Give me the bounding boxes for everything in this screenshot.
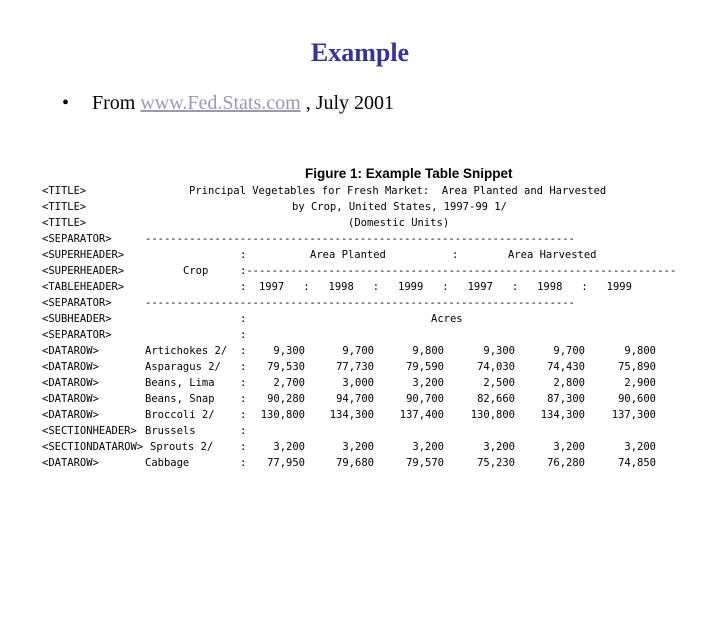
row-tag: <SUPERHEADER> <box>42 249 125 261</box>
row-tag: <SECTIONHEADER> <box>42 425 137 437</box>
value-cell: 77,730 <box>336 361 374 373</box>
value-cell: 9,300 <box>483 345 515 357</box>
value-cell: 2,900 <box>624 377 656 389</box>
crop-header: Crop <box>183 265 209 277</box>
row-tag: <DATAROW> <box>42 361 99 373</box>
column-divider: : <box>240 409 247 421</box>
value-cell: 2,800 <box>553 377 585 389</box>
value-cell: 3,200 <box>342 441 374 453</box>
value-cell: 9,300 <box>273 345 305 357</box>
value-cell: 79,570 <box>406 457 444 469</box>
value-cell: 3,000 <box>342 377 374 389</box>
row-tag: <SEPARATOR> <box>42 329 112 341</box>
row-tag: <TITLE> <box>42 201 87 213</box>
value-cell: 3,200 <box>273 441 305 453</box>
value-cell: 90,600 <box>618 393 656 405</box>
value-cell: 2,500 <box>483 377 515 389</box>
separator-row <box>42 327 247 343</box>
table-title-line: Principal Vegetables for Fresh Market: Area Planted and Harvested <box>189 185 607 197</box>
table-row <box>42 343 656 359</box>
value-cell: 3,200 <box>412 441 444 453</box>
value-cell: 137,400 <box>399 409 444 421</box>
value-cell: 134,300 <box>329 409 374 421</box>
value-cell: 94,700 <box>336 393 374 405</box>
column-divider: : <box>240 457 247 469</box>
row-tag: <TITLE> <box>42 217 87 229</box>
column-divider: : <box>240 441 247 453</box>
section-data-row <box>42 439 656 455</box>
bullet-suffix: , July 2001 <box>300 92 395 114</box>
value-cell: 2,700 <box>273 377 305 389</box>
fedstats-link[interactable]: www.Fed.Stats.com <box>140 92 301 114</box>
value-cell: 82,660 <box>477 393 515 405</box>
unit-label: Acres <box>431 313 463 325</box>
table-row <box>42 455 656 471</box>
value-cell: 77,950 <box>267 457 305 469</box>
crop-name: Asparagus 2/ <box>145 361 221 373</box>
value-cell: 79,530 <box>267 361 305 373</box>
value-cell: 130,800 <box>470 409 515 421</box>
crop-name: Sprouts 2/ <box>150 441 214 453</box>
row-tag: <SUPERHEADER> <box>42 265 125 277</box>
slide-title: Example <box>310 38 410 67</box>
tableheader-row <box>42 279 632 295</box>
table-title-line: (Domestic Units) <box>348 217 450 229</box>
row-tag: <DATAROW> <box>42 377 99 389</box>
value-cell: 79,590 <box>406 361 444 373</box>
crop-name: Artichokes 2/ <box>145 345 228 357</box>
table-snippet <box>0 166 720 476</box>
value-cell: 3,200 <box>624 441 656 453</box>
column-divider: : <box>452 249 459 261</box>
value-cell: 9,700 <box>553 345 585 357</box>
value-cell: 130,800 <box>260 409 305 421</box>
superheader-row <box>42 263 677 279</box>
separator-line: -------------------------------------------------------------------- <box>145 297 575 309</box>
superheader-row <box>42 247 597 263</box>
crop-name: Beans, Lima <box>145 377 215 389</box>
column-divider: : <box>240 313 247 325</box>
section-name: Brussels <box>145 425 196 437</box>
value-cell: 90,280 <box>267 393 305 405</box>
bullet-item <box>62 92 394 115</box>
column-divider: : <box>240 425 247 437</box>
area-planted-header: Area Planted <box>310 249 386 261</box>
subheader-row <box>42 311 463 327</box>
separator-line: -------------------------------------------------------------------- <box>145 233 575 245</box>
value-cell: 75,890 <box>618 361 656 373</box>
crop-name: Broccoli 2/ <box>145 409 215 421</box>
value-cell: 137,300 <box>611 409 656 421</box>
value-cell: 3,200 <box>483 441 515 453</box>
row-tag: <DATAROW> <box>42 345 99 357</box>
row-tag: <TITLE> <box>42 185 87 197</box>
row-tag: <DATAROW> <box>42 393 99 405</box>
column-divider: : <box>240 249 247 261</box>
value-cell: 90,700 <box>406 393 444 405</box>
bullet-prefix: From <box>92 92 141 114</box>
table-row <box>42 375 656 391</box>
separator-row <box>42 295 575 311</box>
table-row <box>42 359 656 375</box>
column-divider: : <box>240 393 247 405</box>
title-row <box>42 199 507 215</box>
row-tag: <DATAROW> <box>42 409 99 421</box>
value-cell: 3,200 <box>553 441 585 453</box>
value-cell: 79,680 <box>336 457 374 469</box>
row-tag: <SEPARATOR> <box>42 297 112 309</box>
value-cell: 3,200 <box>412 377 444 389</box>
value-cell: 74,030 <box>477 361 515 373</box>
row-tag: <SUBHEADER> <box>42 313 112 325</box>
value-cell: 74,850 <box>618 457 656 469</box>
value-cell: 9,800 <box>412 345 444 357</box>
value-cell: 9,700 <box>342 345 374 357</box>
table-row <box>42 391 656 407</box>
crop-name: Beans, Snap <box>145 393 215 405</box>
column-divider: : <box>240 329 247 341</box>
separator-row <box>42 231 575 247</box>
row-tag: <SEPARATOR> <box>42 233 112 245</box>
value-cell: 75,230 <box>477 457 515 469</box>
table-title-line: by Crop, United States, 1997-99 1/ <box>292 201 507 213</box>
column-divider: : <box>240 377 247 389</box>
column-divider: : <box>240 345 247 357</box>
row-tag: <TABLEHEADER> <box>42 281 125 293</box>
column-divider: : <box>240 361 247 373</box>
title-row <box>42 183 607 199</box>
bullet-dot: • <box>62 92 70 114</box>
year-headers: : 1997 : 1998 : 1999 : 1997 : 1998 : 1999 <box>240 281 632 293</box>
value-cell: 74,430 <box>547 361 585 373</box>
section-header-row <box>42 423 247 439</box>
value-cell: 9,800 <box>624 345 656 357</box>
row-tag: <DATAROW> <box>42 457 99 469</box>
table-row <box>42 407 656 423</box>
value-cell: 134,300 <box>540 409 585 421</box>
row-tag: <SECTIONDATAROW> <box>42 441 144 453</box>
superheader-rule: :-------------------------------------------------------------------- <box>240 265 677 277</box>
crop-name: Cabbage <box>145 457 190 469</box>
value-cell: 87,300 <box>547 393 585 405</box>
value-cell: 76,280 <box>547 457 585 469</box>
figure-title: Figure 1: Example Table Snippet <box>305 166 513 181</box>
title-row <box>42 215 450 231</box>
area-harvested-header: Area Harvested <box>508 249 597 261</box>
